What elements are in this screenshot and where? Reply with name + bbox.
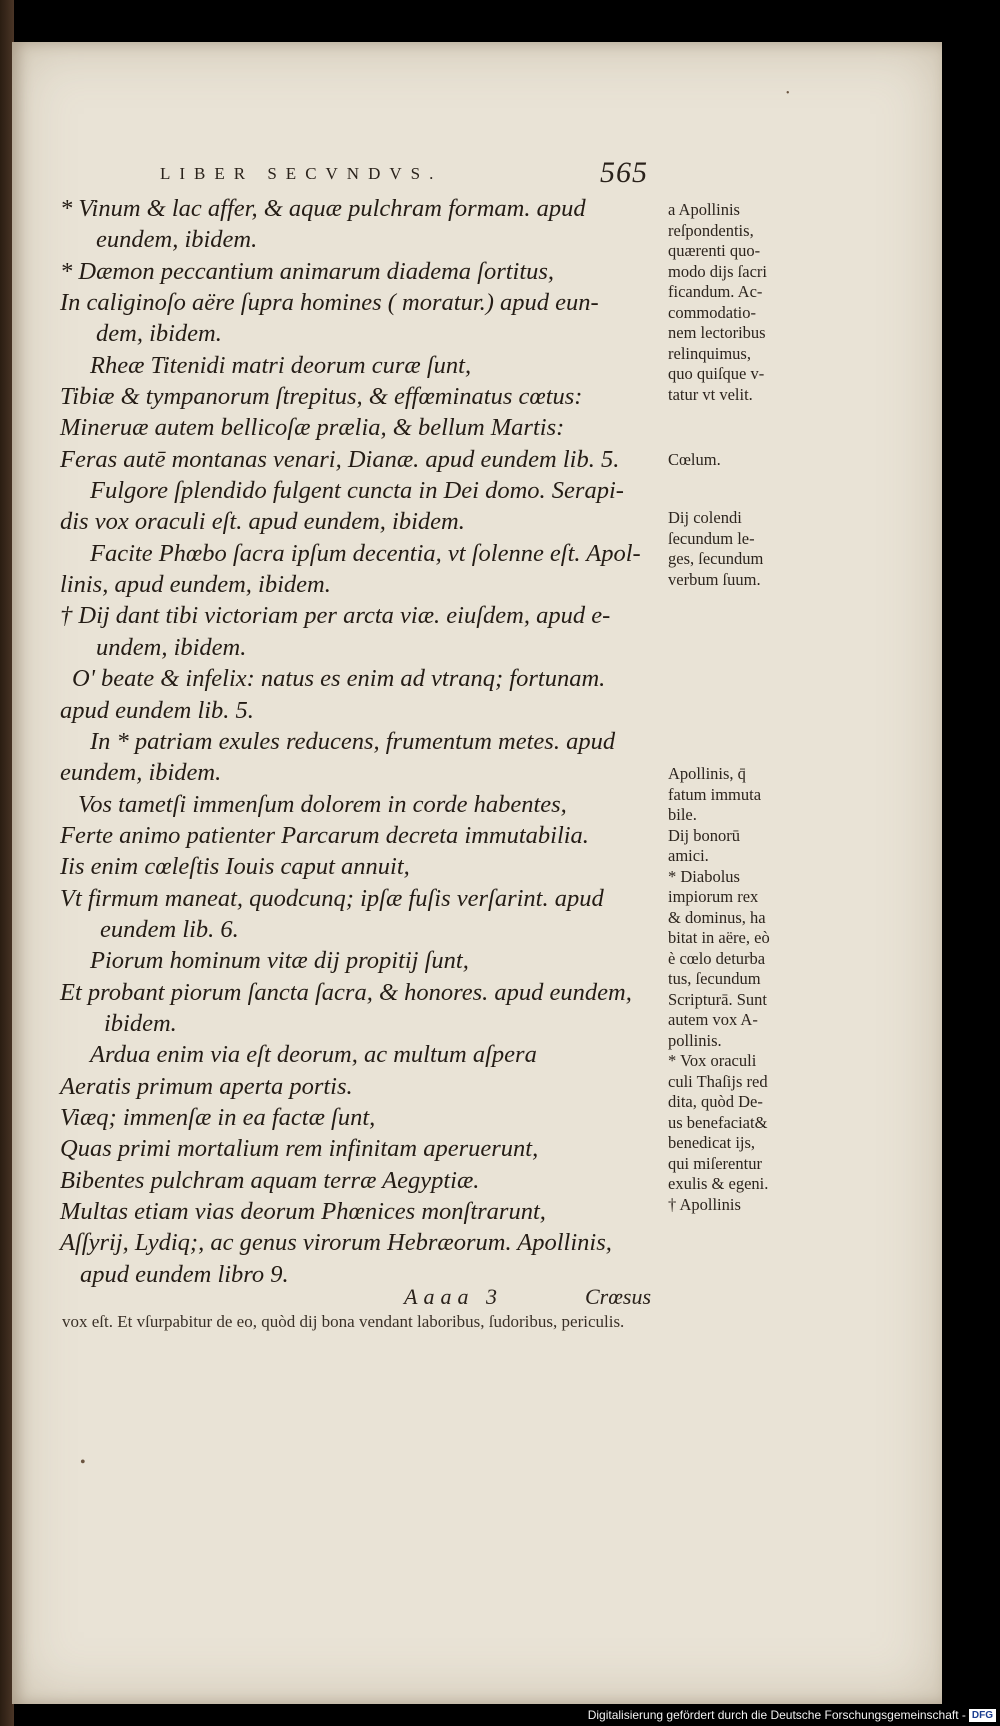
credit-text: Digitalisierung gefördert durch die Deutsche Forschungsgemeinschaft - [587,1708,966,1722]
margin-note-line: culi Thaſijs red [668,1071,768,1091]
text-line: Quas primi mortalium rem infinitam aperuerunt, [60,1135,539,1163]
margin-note-line: a Apollinis [668,200,740,219]
margin-note-line: benedicat ijs, [668,1133,756,1152]
text-line: Aſſyrij, Lydiq;, ac genus virorum Hebræorum. Apollinis, [60,1229,612,1257]
text-line: Multas etiam vias deorum Phœnices monſtrarunt, [60,1198,546,1225]
page-number: 565 [600,156,648,189]
text-line: dem, ibidem. [96,320,222,348]
running-head-title: LIBER SECVNDVS. [160,164,443,183]
margin-note-line: & dominus, ha [668,907,766,927]
text-line: Vt firmum maneat, quodcunq; ipſæ fuſis verſarint. apud [60,884,604,912]
text-line: Mineruæ autem bellicoſæ prælia, & bellum Martis: [60,414,565,442]
text-line: Tibiæ & tympanorum ſtrepitus, & effœminatus cœtus: [60,383,583,411]
margin-note-line: relinquimus, [668,343,751,363]
margin-note-dij-colendi [668,508,763,590]
margin-note-line: fatum immuta [668,784,762,804]
text-line: dis vox oraculi eſt. apud eundem, ibidem. [60,508,465,536]
margin-note-line: pollinis. [668,1030,722,1050]
text-line: Piorum hominum vitæ dij propitij ſunt, [90,947,469,975]
signature-mark: Aaaa 3 [404,1284,503,1309]
margin-note-line: ges, ſecundum [668,549,764,568]
margin-note-line: reſpondentis, [668,220,754,240]
text-line: Vos tametſi immenſum dolorem in corde habentes, [78,790,567,818]
margin-note-line: modo dijs ſacri [668,261,767,281]
text-line: apud eundem libro 9. [80,1260,289,1288]
margin-note-line: * Diabolus [668,866,740,886]
margin-note-apollinis-respondentis [668,200,767,405]
footer-note: vox eſt. Et vſurpabitur de eo, quòd dij bona vendant laboribus, ſudoribus, periculis. [62,1312,625,1331]
margin-note-line: quærenti quo- [668,241,761,260]
margin-note-line: autem vox A- [668,1010,758,1029]
margin-note-line: bitat in aëre, eò [668,928,770,947]
margin-note-line: impiorum rex [668,887,759,906]
margin-note-line: dita, quòd De- [668,1092,763,1111]
text-line: eundem, ibidem. [96,226,258,254]
margin-note-line: nem lectoribus [668,323,766,342]
margin-note-line: ſecundum le- [668,528,755,548]
text-line: Bibentes pulchram aquam terræ Aegyptiæ. [60,1166,480,1194]
margin-note-line: Cœlum. [668,450,721,469]
margin-note-line: ficandum. Ac- [668,282,763,301]
margin-note-line: * Vox oraculi [668,1051,757,1070]
margin-note-line: Apollinis, q̄ [668,764,746,783]
text-line: Viæq; immenſæ in ea factæ ſunt, [60,1103,376,1131]
text-line: O' beate & infelix: natus es enim ad vtranq; fortunam. [72,665,606,693]
text-line: apud eundem lib. 5. [60,696,254,724]
margin-note-line: quo quiſque v- [668,364,765,383]
text-line: Rheæ Titenidi matri deorum curæ ſunt, [90,351,472,379]
text-line: Ferte animo patienter Parcarum decreta immutabilia. [60,821,589,849]
margin-note-line: Dij bonorū [668,825,740,845]
text-line: In * patriam exules reducens, frumentum metes. apud [90,727,616,755]
text-line: Aeratis primum aperta portis. [60,1072,353,1100]
margin-note-line: qui miſerentur [668,1153,762,1173]
digitization-credit [556,1705,1000,1726]
running-header [160,156,680,190]
text-line: Feras autē montanas venari, Dianæ. apud eundem lib. 5. [60,445,620,473]
text-line: eundem, ibidem. [60,759,222,787]
ink-speck: • [80,1454,86,1471]
text-line: eundem lib. 6. [100,915,239,943]
margin-note-line: tatur vt velit. [668,384,753,404]
text-line: † Dij dant tibi victoriam per arcta viæ. eiuſdem, apud e- [60,602,611,630]
margin-note-line: Scripturā. Sunt [668,989,767,1009]
text-line: linis, apud eundem, ibidem. [60,571,331,599]
margin-note-line: Dij colendi [668,508,742,527]
ink-speck: • [786,88,790,99]
margin-note-fatum [668,764,770,1215]
margin-note-line: tus, ſecundum [668,969,761,988]
main-text-column [60,193,670,1290]
catchword: Crœsus [585,1284,652,1309]
text-line: ibidem. [104,1009,177,1037]
text-line: Facite Phœbo ſacra ipſum decentia, vt ſolenne eſt. Apol- [90,539,641,567]
margin-note-line: amici. [668,846,709,865]
text-line: Fulgore ſplendido fulgent cuncta in Dei domo. Serapi- [90,477,624,505]
text-line: Et probant piorum ſancta ſacra, & honores. apud eundem, [60,978,632,1006]
text-line: * Vinum & lac affer, & aquæ pulchram formam. apud [60,195,586,222]
text-line: Iis enim cœleſtis Iouis caput annuit, [60,853,410,881]
text-line: * Dæmon peccantium animarum diadema ſortitus, [60,257,555,285]
margin-note-line: exulis & egeni. [668,1174,769,1193]
margin-note-line: us benefaciat& [668,1112,768,1132]
dfg-logo: DFG [969,1709,996,1722]
margin-note-line: † Apollinis [668,1194,741,1214]
margin-note-line: verbum ſuum. [668,569,761,589]
margin-note-line: commodatio- [668,302,756,322]
text-line: In caliginoſo aëre ſupra homines ( moratur.) apud eun- [60,289,599,317]
margin-note-line: bile. [668,805,697,824]
margin-note-coelum [668,450,721,471]
text-line: undem, ibidem. [96,633,247,661]
margin-note-line: è cœlo deturba [668,948,766,968]
text-line: Ardua enim via eſt deorum, ac multum aſpera [90,1041,537,1069]
